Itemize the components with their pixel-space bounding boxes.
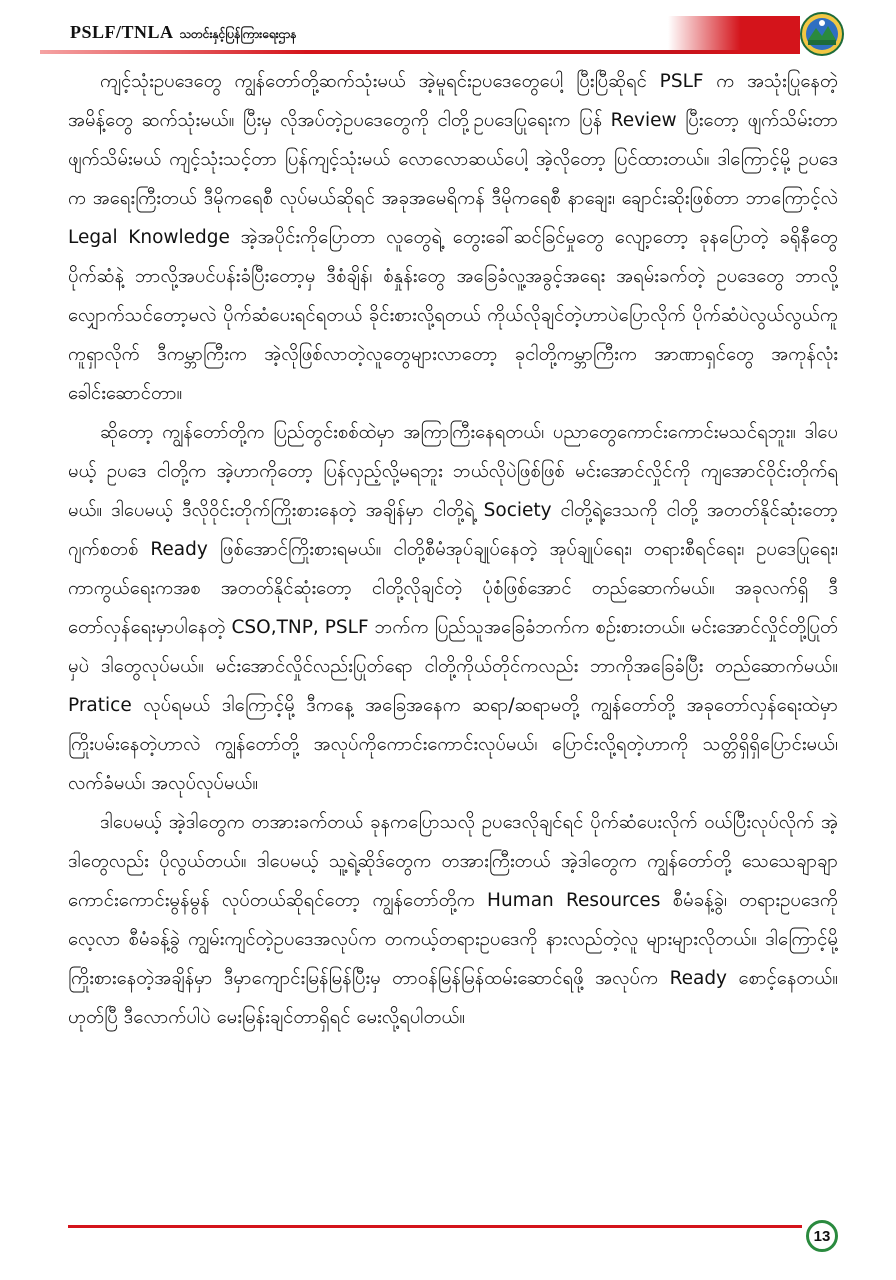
header-title-mm: သတင်းနှင့်ပြန်ကြားရေးဌာန: [179, 27, 297, 41]
page-number: 13: [806, 1220, 838, 1252]
header-title: [70, 22, 296, 44]
header-title-en: PSLF/TNLA: [70, 22, 174, 42]
footer-red-line: [68, 1225, 802, 1228]
header-red-block: [668, 16, 800, 54]
emblem-icon: [800, 12, 844, 56]
article-body: [68, 62, 838, 1212]
paragraph-2: ဆိုတော့ ကျွန်တော်တို့က ပြည်တွင်းစစ်ထဲမှာ အကြာကြီးနေရတယ်၊ ပညာတွေကောင်းကောင်းမသင်ရဘူး။ ဒါပေမယ့် ဥပဒေ ငါတို့က အဲ့ဟာကိုတော့ ပြန်လှည့်လို့မရဘူး ဘယ်လိုပဲဖြစ်ဖြစ် မင်းအောင်လှိုင်ကို ကျအောင်ဝိုင်းတိုက်ရမယ်။ ဒါပေမယ့် ဒီလိုဝိုင်းတိုက်ကြိုးစားနေတဲ့ အချိန်မှာ ငါတို့ရဲ့ Society ငါတို့ရဲ့ဒေသကို ငါတို့ အတတ်နိုင်ဆုံးတော့ ဂျက်စတစ် Ready ဖြစ်အောင်ကြိုးစားရမယ်။ ငါတို့စီမံအုပ်ချုပ်နေတဲ့ အုပ်ချုပ်ရေး၊ တရားစီရင်ရေး၊ ဥပဒေပြုရေး၊ ကာကွယ်ရေးကအစ အတတ်နိုင်ဆုံးတော့ ငါတို့လိုချင်တဲ့ ပုံစံဖြစ်အောင် တည်ဆောက်မယ်။ အခုလက်ရှိ ဒီတော်လှန်ရေးမှာပါနေတဲ့ CSO,TNP, PSLF ဘက်က ပြည်သူအခြေခံဘက်က စဉ်းစားတယ်။ မင်းအောင်လှိုင်တို့ပြုတ်မှပဲ ဒါတွေလုပ်မယ်။ မင်းအောင်လှိုင်လည်းပြုတ်ရော ငါတို့ကိုယ်တိုင်ကလည်း ဘာကိုအခြေခံပြီး တည်ဆောက်မယ်။ Pratice လုပ်ရမယ် ဒါကြောင့်မို့ ဒီကနေ့ အခြေအနေက ဆရာ/ဆရာမတို့ ကျွန်တော်တို့ အခုတော်လှန်ရေးထဲမှာ ကြိုးပမ်းနေတဲ့ဟာလဲ ကျွန်တော်တို့ အလုပ်ကိုကောင်းကောင်းလုပ်မယ်၊ ပြောင်းလို့ရတဲ့ဟာကို သတ္တိရှိရှိပြောင်းမယ်၊ လက်ခံမယ်၊ အလုပ်လုပ်မယ်။: [68, 422, 838, 794]
paragraph-1: ကျင့်သုံးဥပဒေတွေ ကျွန်တော်တို့ဆက်သုံးမယ် အဲ့မူရင်းဥပဒေတွေပေါ့ ပြီးပြီဆိုရင် PSLF က အသုံးပြုနေတဲ့ အမိန့်တွေ ဆက်သုံးမယ်။ ပြီးမှ လိုအပ်တဲ့ဥပဒေတွေကို ငါတို့ဥပဒေပြုရေးက ပြန် Review ပြီးတော့ ဖျက်သိမ်းတာဖျက်သိမ်းမယ် ကျင့်သုံးသင့်တာ ပြန်ကျင့်သုံးမယ် လောလောဆယ်ပေါ့ အဲ့လိုတော့ ပြင်ထားတယ်။ ဒါကြောင့်မို့ ဥပဒေက အရေးကြီးတယ် ဒီမိုကရေစီ လုပ်မယ်ဆိုရင် အခုအမေရိကန် ဒီမိုကရေစီ နာချေး၊ ချောင်းဆိုးဖြစ်တာ ဘာကြောင့်လဲ Legal Knowledge အဲ့အပိုင်းကိုပြောတာ လူတွေရဲ့ တွေးခေါ်ဆင်ခြင်မှုတွေ လျော့တော့ ခုနပြောတဲ့ ခရိုနီတွေ ပိုက်ဆံနဲ့ ဘာလို့အပင်ပန်းခံပြီးတော့မှ ဒီစံချိန်၊ စံနှုန်းတွေ အခြေခံလူ့အခွင့်အရေး အရမ်းခက်တဲ့ ဥပဒေတွေ ဘာလို့လျှောက်သင်တော့မလဲ ပိုက်ဆံပေးရင်ရတယ် ခိုင်းစားလို့ရတယ် ကိုယ်လိုချင်တဲ့ဟာပဲပြောလိုက် ပိုက်ဆံပဲလွယ်လွယ်ကူကူရှာလိုက် ဒီကမ္ဘာကြီးက အဲ့လိုဖြစ်လာတဲ့လူတွေများလာတော့ ခုငါတို့ကမ္ဘာကြီးက အာဏာရှင်တွေ အကုန်လုံးခေါင်းဆောင်တာ။: [68, 71, 838, 404]
paragraph-3: ဒါပေမယ့် အဲ့ဒါတွေက တအားခက်တယ် ခုနကပြောသလို ဥပဒေလိုချင်ရင် ပိုက်ဆံပေးလိုက် ဝယ်ပြီးလုပ်လိုက် အဲ့ဒါတွေလည်း ပိုလွယ်တယ်။ ဒါပေမယ့် သူ့ရဲ့ဆိုဒ်တွေက တအားကြီးတယ် အဲ့ဒါတွေက ကျွန်တော်တို့ သေသေချာချာ ကောင်းကောင်းမွန်မွန် လုပ်တယ်ဆိုရင်တော့ ကျွန်တော်တို့က Human Resources စီမံခန့်ခွဲ၊ တရားဥပဒေကိုလေ့လာ စီမံခန့်ခွဲ ကျွမ်းကျင်တဲ့ဥပဒေအလုပ်က တကယ့်တရားဥပဒေကို နားလည်တဲ့လူ များများလိုတယ်။ ဒါကြောင့်မို့ ကြိုးစားနေတဲ့အချိန်မှာ ဒီမှာကျောင်းမြန်မြန်ပြီးမှ တာဝန်မြန်မြန်ထမ်းဆောင်ရဖို့ အလုပ်က Ready စောင့်နေတယ်။ ဟုတ်ပြီ ဒီလောက်ပါပဲ မေးမြန်းချင်တာရှိရင် မေးလို့ရပါတယ်။: [68, 812, 838, 1028]
